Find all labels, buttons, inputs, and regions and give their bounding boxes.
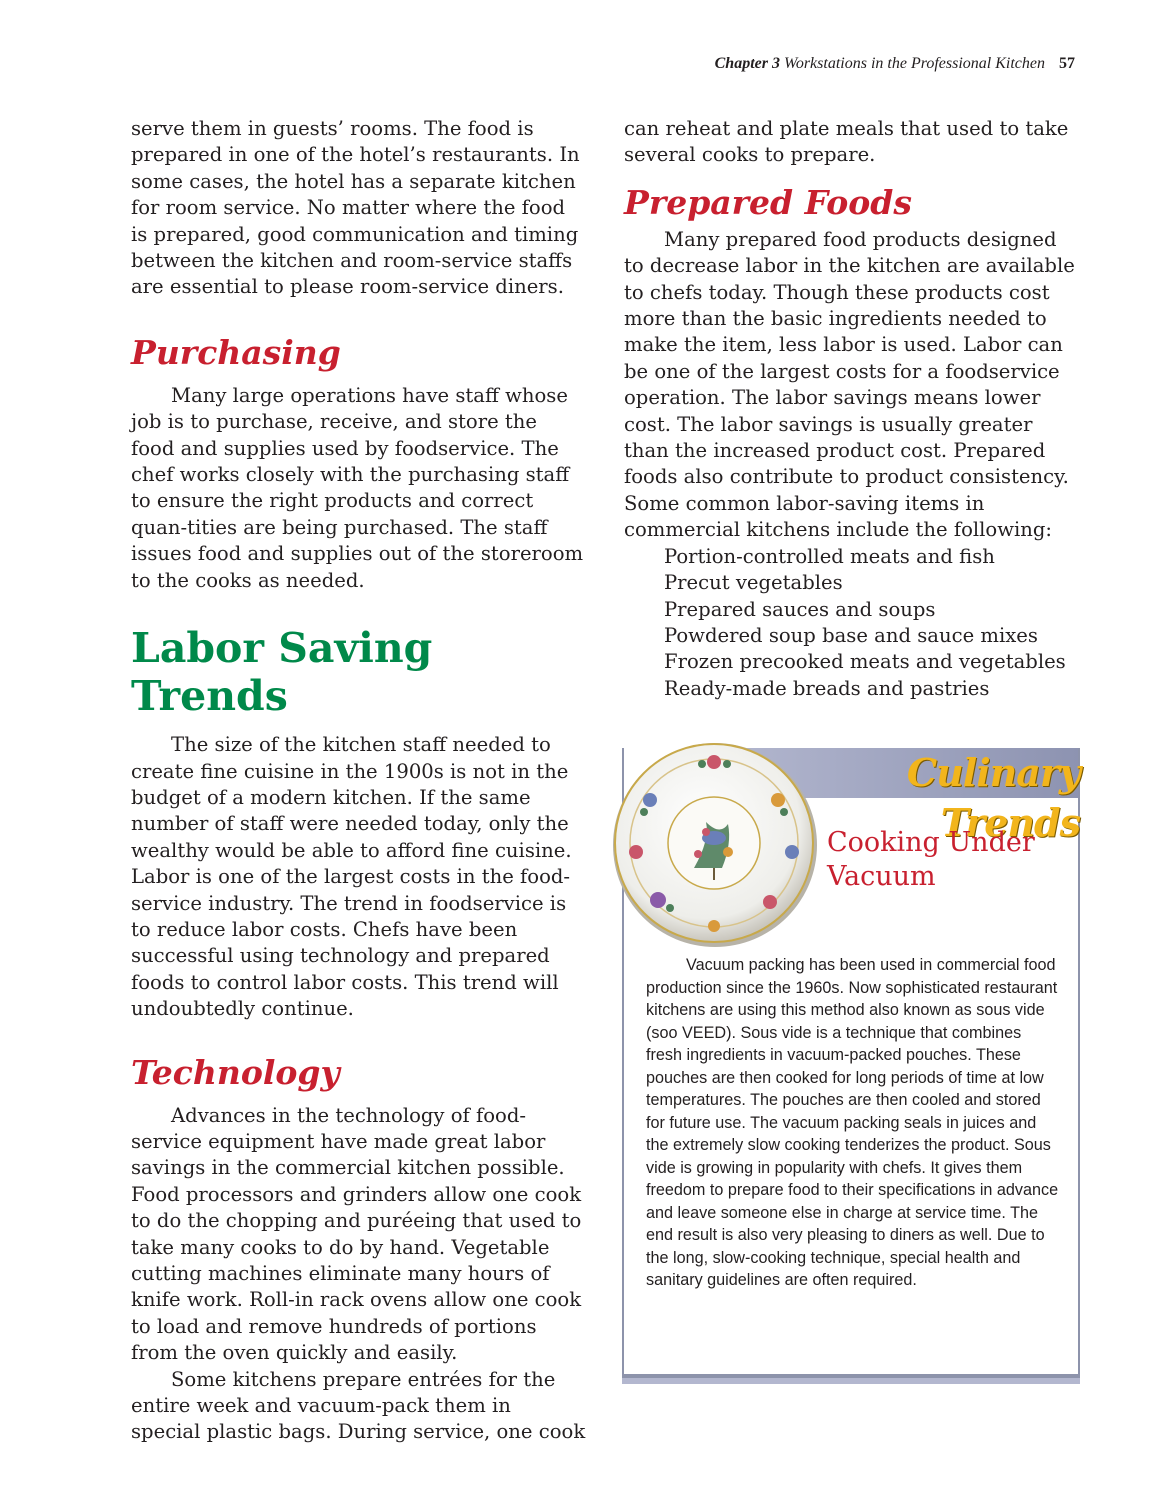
- technology-paragraph-2: Some kitchens prepare entrées for the entire week and vacuum-pack them in special plastic bags. During service, one cook: [131, 1367, 586, 1444]
- left-column: [131, 116, 586, 1446]
- right-column: [624, 116, 1079, 702]
- list-item: Powdered soup base and sauce mixes: [664, 623, 1038, 647]
- feature-bottom-rule: [622, 1376, 1080, 1384]
- list-item: Precut vegetables: [664, 571, 843, 595]
- page-number: 57: [1059, 55, 1075, 72]
- list-item: Prepared sauces and soups: [664, 597, 936, 621]
- labor-saving-items-list: [624, 544, 1079, 702]
- feature-title: Cooking Under Vacuum: [827, 827, 1035, 892]
- prepared-foods-heading: Prepared Foods: [624, 182, 912, 222]
- continuation-paragraph: can reheat and plate meals that used to take several cooks to prepare.: [624, 117, 1069, 167]
- list-item: Ready-made breads and pastries: [664, 676, 990, 700]
- prepared-foods-paragraph: Many prepared food products designed to decrease labor in the kitchen are available to chefs today. Though these products cost more than the basic ingredients needed to make the item, less labor is used. Labor can be one of the largest costs for a foodservice operation. The labor savings means lower cost. The labor savings is usually greater than the increased product cost. Prepared foods also contribute to product consistency. Some common labor-saving items in commercial kitchens include the following:: [624, 227, 1075, 542]
- list-item: Frozen precooked meats and vegetables: [664, 650, 1066, 674]
- list-item: Portion-controlled meats and fish: [664, 544, 995, 568]
- purchasing-paragraph: Many large operations have staff whose job is to purchase, receive, and store the food and supplies used by foodservice. The chef works closely with the purchasing staff to ensure the right products and correct quan-tities are being purchased. The staff issues food and supplies out of the storeroom to the cooks as needed.: [131, 383, 584, 592]
- running-head: [560, 55, 1075, 73]
- culinary-trends-feature: [610, 740, 1080, 1385]
- feature-banner-title: Culinary Trends: [906, 750, 1080, 845]
- chapter-title: Workstations in the Professional Kitchen: [783, 55, 1045, 72]
- intro-paragraph: serve them in guests’ rooms. The food is prepared in one of the hotel’s restaurants. In some cases, the hotel has a separate kitchen for room service. No matter where the food is prepared, good communication and timing between the kitchen and room-service staffs are essential to please room-service diners.: [131, 117, 580, 299]
- technology-heading: Technology: [131, 1052, 340, 1092]
- decorative-plate-image: [610, 740, 820, 950]
- purchasing-heading: Purchasing: [131, 332, 341, 372]
- labor-saving-paragraph: The size of the kitchen staff needed to create fine cuisine in the 1900s is not in the budget of a modern kitchen. If the same number of staff were needed today, only the wealthy would be able to afford fine cuisine. Labor is one of the largest costs in the food-service industry. The trend in foodservice is to reduce labor costs. Chefs have been successful using technology and prepared foods to control labor costs. This trend will undoubtedly continue.: [131, 733, 572, 1021]
- feature-body: Vacuum packing has been used in commercial food production since the 1960s. Now sophisticated restaurant kitchens are using this method also known as sous vide (soo VEED). Sous vide is a technique that combines fresh ingredients in vacuum-packed pouches. These pouches are then cooked for long periods of time at low temperatures. The pouches are then cooled and stored for future use. The vacuum packing seals in juices and the extremely slow cooking tenderizes the product. Sous vide is growing in popularity with chefs. It gives them freedom to prepare food to their specifications in advance and leave someone else in charge at service time. The end result is also very pleasing to diners as well. Due to the long, slow-cooking technique, special health and sanitary guidelines are often required.: [646, 956, 1059, 1289]
- technology-paragraph-1: Advances in the technology of food-service equipment have made great labor savings in the commercial kitchen possible. Food processors and grinders allow one cook to do the chopping and puréeing that used to take many cooks to do by hand. Vegetable cutting machines eliminate many hours of knife work. Roll-in rack ovens allow one cook to load and remove hundreds of portions from the oven quickly and easily.: [131, 1103, 582, 1365]
- labor-saving-heading: Labor Saving Trends: [131, 624, 433, 721]
- chapter-label: Chapter 3: [714, 55, 780, 72]
